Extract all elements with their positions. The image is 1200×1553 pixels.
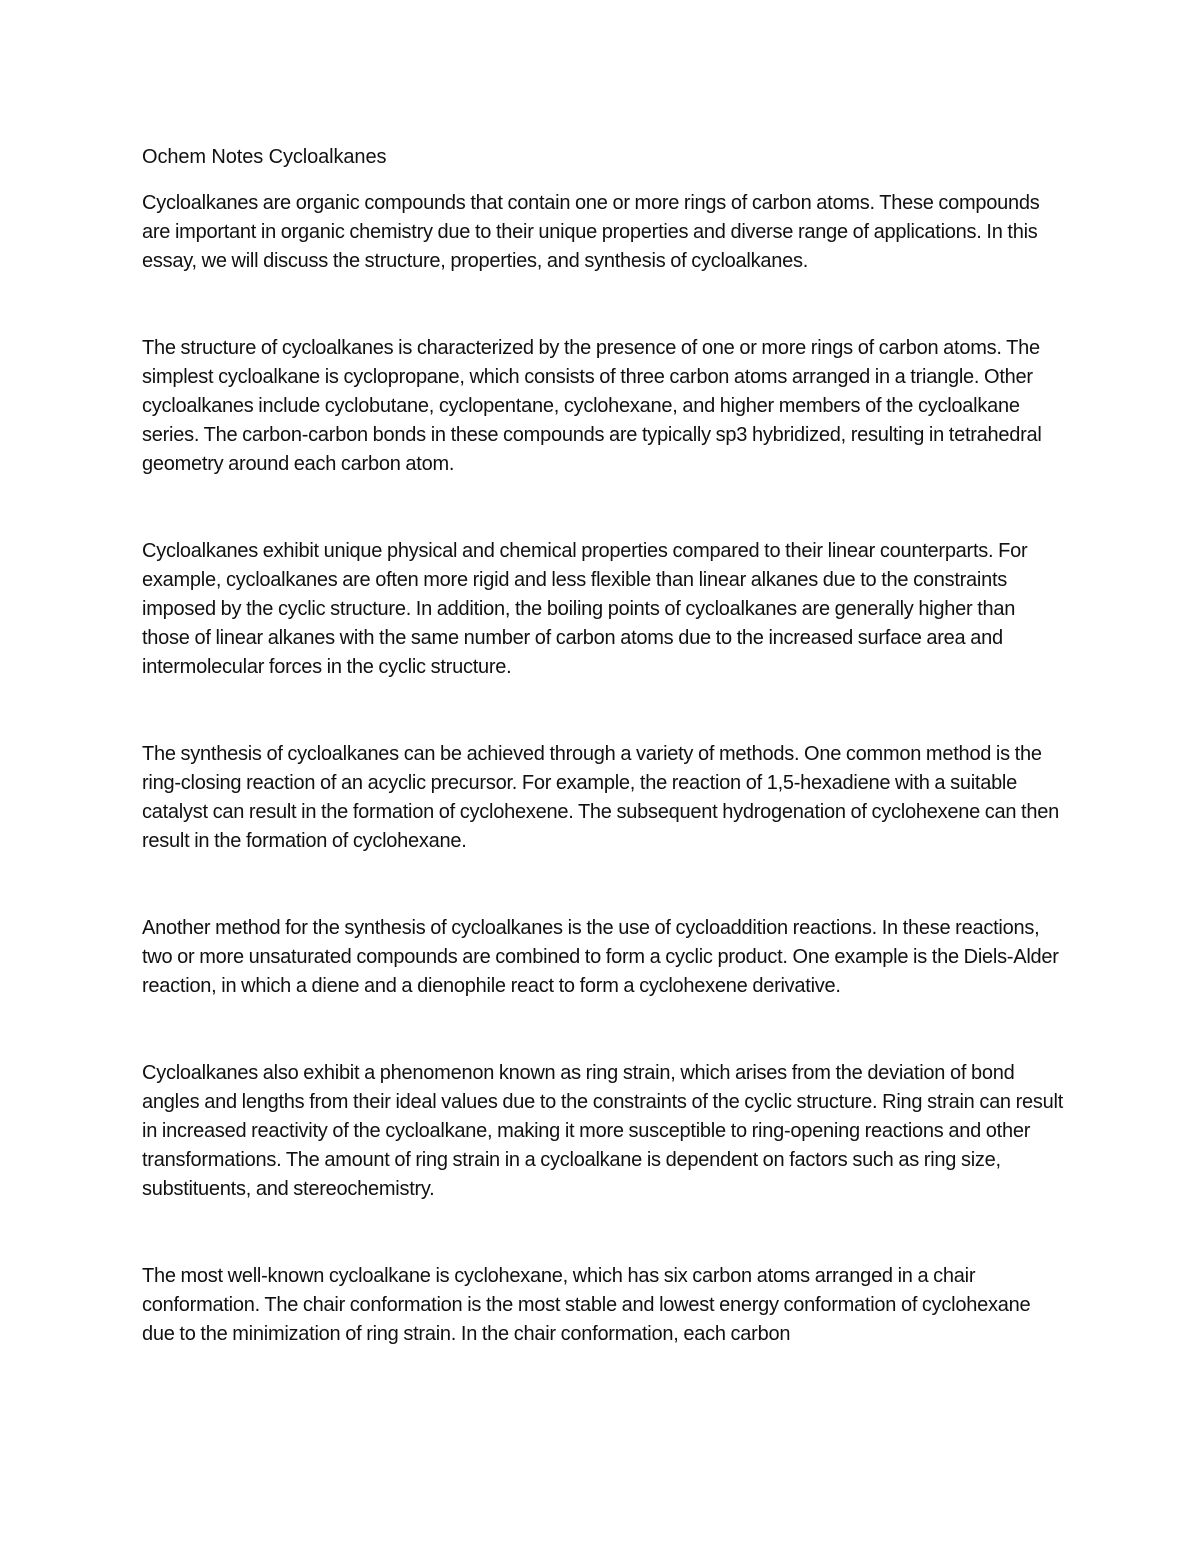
document-title: Ochem Notes Cycloalkanes [142,146,387,168]
paragraph-properties: Cycloalkanes exhibit unique physical and chemical properties compared to their linear counterparts. For example, cycloalkanes are often more rigid and less flexible than linear alkanes due to the constraints imposed by the cyclic structure. In addition, the boiling points of cycloalkanes are generally higher than those of linear alkanes with the same number of carbon atoms due to the increased surface area and intermolecular forces in the cyclic structure. [142,540,1028,678]
paragraph-cyclohexane: The most well-known cycloalkane is cyclohexane, which has six carbon atoms arranged in a chair conformation. The chair conformation is the most stable and lowest energy conformation of cyclohexane due to the minimization of ring strain. In the chair conformation, each carbon [142,1265,1031,1345]
paragraph-ring-strain: Cycloalkanes also exhibit a phenomenon known as ring strain, which arises from the deviation of bond angles and lengths from their ideal values due to the constraints of the cyclic structure. Ring strain can result in increased reactivity of the cycloalkane, making it more susceptible to ring-opening reactions and other transformations. The amount of ring strain in a cycloalkane is dependent on factors such as ring size, substituents, and stereochemistry. [142,1062,1064,1200]
paragraph-synthesis: The synthesis of cycloalkanes can be achieved through a variety of methods. One common method is the ring-closing reaction of an acyclic precursor. For example, the reaction of 1,5-hexadiene with a suitable catalyst can result in the formation of cyclohexene. The subsequent hydrogenation of cyclohexene can then result in the formation of cyclohexane. [142,743,1059,852]
paragraph-cycloaddition: Another method for the synthesis of cycloalkanes is the use of cycloaddition reactions. In these reactions, two or more unsaturated compounds are combined to form a cyclic product. One example is the Diels-Alder reaction, in which a diene and a dienophile react to form a cyclohexene derivative. [142,917,1059,997]
paragraph-intro: Cycloalkanes are organic compounds that contain one or more rings of carbon atoms. These compounds are important in organic chemistry due to their unique properties and diverse range of applications. In this essay, we will discuss the structure, properties, and synthesis of cycloalkanes. [142,192,1040,272]
paragraph-structure: The structure of cycloalkanes is characterized by the presence of one or more rings of carbon atoms. The simplest cycloalkane is cyclopropane, which consists of three carbon atoms arranged in a triangle. Other cycloalkanes include cyclobutane, cyclopentane, cyclohexane, and higher members of the cycloalkane series. The carbon-carbon bonds in these compounds are typically sp3 hybridized, resulting in tetrahedral geometry around each carbon atom. [142,337,1042,475]
document-body [142,143,1067,1349]
